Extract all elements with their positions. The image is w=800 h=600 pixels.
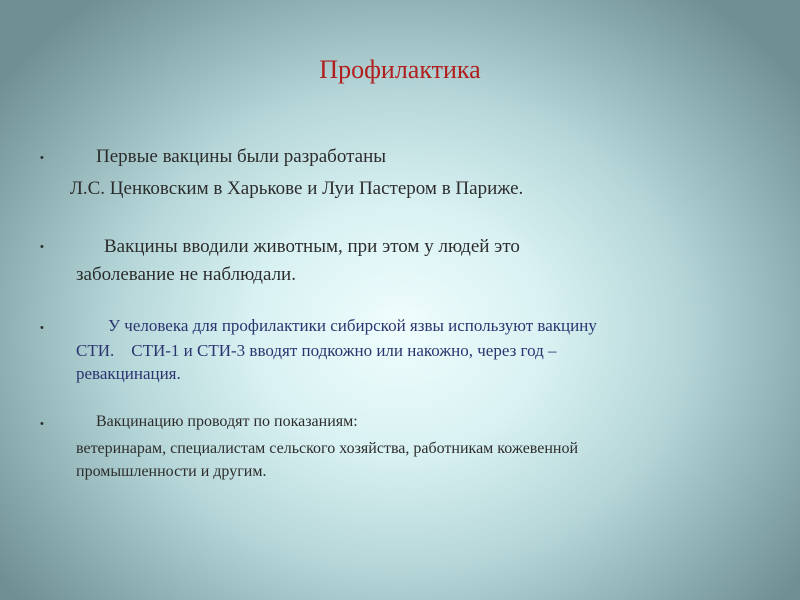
slide-title: Профилактика	[319, 55, 481, 84]
item-2-line-2: заболевание не наблюдали.	[76, 264, 296, 285]
item-1-line-2: Л.С. Ценковским в Харькове и Луи Пастером в Париже.	[70, 178, 524, 199]
item-3-line-3: ревакцинация.	[76, 364, 181, 383]
bullet-1: •	[40, 152, 44, 164]
item-3-line-2: СТИ. СТИ-1 и СТИ-3 вводят подкожно или накожно, через год –	[76, 341, 557, 360]
item-4-line-3: промышленности и другим.	[76, 463, 267, 480]
item-4-line-1: Вакцинацию проводят по показаниям:	[96, 413, 358, 430]
item-2-line-1: Вакцины вводили животным, при этом у людей это	[104, 236, 520, 257]
bullet-2: •	[40, 241, 44, 253]
item-4-line-2: ветеринарам, специалистам сельского хозяйства, работникам кожевенной	[76, 440, 579, 457]
bullet-3: •	[40, 322, 44, 334]
item-3-line-1: У человека для профилактики сибирской язвы используют вакцину	[108, 316, 597, 335]
item-1-line-1: Первые вакцины были разработаны	[96, 146, 387, 167]
bullet-4: •	[40, 418, 44, 430]
